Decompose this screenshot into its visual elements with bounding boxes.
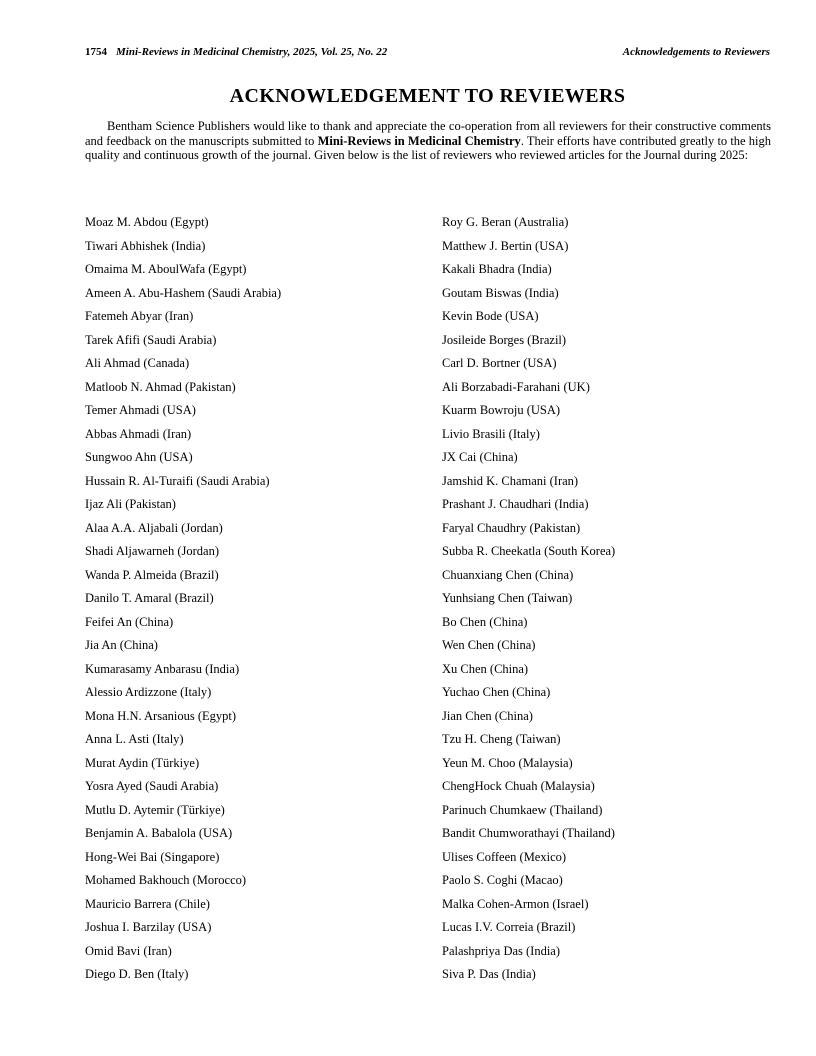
- running-head: [85, 46, 770, 58]
- reviewer-list-item: Malka Cohen-Armon (Israel): [442, 896, 589, 911]
- journal-citation: Mini-Reviews in Medicinal Chemistry, 2025, Vol. 25, No. 22: [116, 46, 388, 58]
- reviewer-list-item: ChengHock Chuah (Malaysia): [442, 779, 595, 793]
- reviewer-list-item: Temer Ahmadi (USA): [85, 403, 196, 417]
- reviewer-list-item: Lucas I.V. Correia (Brazil): [442, 920, 576, 934]
- reviewer-list-item: Matloob N. Ahmad (Pakistan): [85, 379, 236, 394]
- reviewer-list-item: Ali Borzabadi-Farahani (UK): [442, 379, 590, 394]
- reviewer-list-item: Tiwari Abhishek (India): [85, 238, 206, 253]
- reviewer-list-item: Murat Aydin (Türkiye): [85, 755, 200, 770]
- reviewer-list-item: Faryal Chaudhry (Pakistan): [442, 520, 581, 535]
- reviewer-list-item: Jamshid K. Chamani (Iran): [442, 473, 579, 488]
- reviewer-list-item: Goutam Biswas (India): [442, 285, 559, 300]
- reviewer-list-item: Joshua I. Barzilay (USA): [85, 920, 212, 934]
- reviewer-list-item: Ulises Coffeen (Mexico): [442, 849, 567, 864]
- reviewer-list-item: Hong-Wei Bai (Singapore): [85, 849, 220, 864]
- reviewer-list-item: Ijaz Ali (Pakistan): [85, 497, 176, 511]
- intro-text-before: Bentham Science Publishers would like to thank and appreciate the co-operation from all reviewers for their constructive comments and feedback on the manuscripts submitted to: [85, 119, 771, 148]
- reviewer-list-item: Prashant J. Chaudhari (India): [442, 497, 589, 511]
- reviewer-list-item: Livio Brasili (Italy): [442, 426, 540, 441]
- reviewer-list-item: Mohamed Bakhouch (Morocco): [85, 873, 247, 887]
- page-number: 1754: [85, 46, 107, 58]
- reviewer-list-item: Jian Chen (China): [442, 708, 533, 723]
- reviewer-list-item: Paolo S. Coghi (Macao): [442, 873, 563, 887]
- reviewer-list-item: Matthew J. Bertin (USA): [442, 238, 569, 253]
- reviewer-list-item: Mutlu D. Aytemir (Türkiye): [85, 802, 225, 817]
- reviewer-list-item: JX Cai (China): [442, 450, 518, 464]
- reviewer-list-item: Danilo T. Amaral (Brazil): [85, 591, 214, 605]
- reviewer-list-item: Chuanxiang Chen (China): [442, 567, 574, 582]
- reviewer-list-item: Anna L. Asti (Italy): [85, 732, 184, 746]
- reviewer-list-item: Hussain R. Al-Turaifi (Saudi Arabia): [85, 473, 270, 488]
- reviewer-list-item: Bo Chen (China): [442, 614, 528, 629]
- reviewer-list-item: Ameen A. Abu-Hashem (Saudi Arabia): [85, 285, 282, 300]
- reviewer-list-item: Benjamin A. Babalola (USA): [85, 826, 233, 840]
- reviewer-list-item: Kakali Bhadra (India): [442, 262, 552, 276]
- reviewer-list-item: Kumarasamy Anbarasu (India): [85, 661, 240, 676]
- reviewer-list-item: Tzu H. Cheng (Taiwan): [442, 732, 561, 746]
- reviewer-list-item: Carl D. Bortner (USA): [442, 356, 557, 370]
- reviewer-list-item: Josileide Borges (Brazil): [442, 332, 567, 347]
- reviewer-list-item: Alessio Ardizzone (Italy): [85, 685, 212, 699]
- reviewer-list-item: Kevin Bode (USA): [442, 309, 539, 323]
- reviewer-list-item: Ali Ahmad (Canada): [85, 356, 190, 370]
- reviewer-list-item: Abbas Ahmadi (Iran): [85, 426, 192, 441]
- reviewer-list-item: Siva P. Das (India): [442, 967, 536, 981]
- reviewer-list-item: Mona H.N. Arsanious (Egypt): [85, 708, 237, 723]
- reviewer-list-item: Wen Chen (China): [442, 638, 536, 652]
- reviewer-list-item: Subba R. Cheekatla (South Korea): [442, 544, 616, 558]
- reviewer-column-right: [442, 215, 771, 991]
- reviewer-list-item: Jia An (China): [85, 638, 158, 652]
- reviewer-list-item: Omid Bavi (Iran): [85, 943, 172, 958]
- reviewer-list-item: Tarek Afifi (Saudi Arabia): [85, 332, 217, 347]
- reviewer-list-item: Wanda P. Almeida (Brazil): [85, 567, 219, 582]
- reviewer-list-item: Sungwoo Ahn (USA): [85, 450, 193, 464]
- reviewer-list-item: Xu Chen (China): [442, 661, 529, 676]
- reviewer-list-item: Fatemeh Abyar (Iran): [85, 309, 194, 323]
- reviewer-list-item: Bandit Chumworathayi (Thailand): [442, 826, 615, 840]
- journal-name-bold: Mini-Reviews in Medicinal Chemistry: [317, 133, 521, 148]
- reviewer-list-item: Omaima M. AboulWafa (Egypt): [85, 262, 247, 276]
- reviewer-list-item: Roy G. Beran (Australia): [442, 215, 569, 229]
- reviewer-list-item: Yosra Ayed (Saudi Arabia): [85, 779, 219, 793]
- intro-paragraph: [85, 119, 771, 163]
- reviewer-list: [85, 215, 771, 991]
- reviewer-list-item: Parinuch Chumkaew (Thailand): [442, 802, 603, 817]
- reviewer-list-item: Moaz M. Abdou (Egypt): [85, 215, 209, 229]
- reviewer-list-item: Shadi Aljawarneh (Jordan): [85, 544, 219, 558]
- reviewer-list-item: Yeun M. Choo (Malaysia): [442, 755, 573, 770]
- running-head-left: [85, 46, 387, 58]
- reviewer-list-item: Yunhsiang Chen (Taiwan): [442, 591, 573, 605]
- reviewer-list-item: Palashpriya Das (India): [442, 943, 561, 958]
- reviewer-list-item: Kuarm Bowroju (USA): [442, 403, 561, 417]
- running-title: Acknowledgements to Reviewers: [622, 46, 770, 58]
- reviewer-list-item: Diego D. Ben (Italy): [85, 967, 189, 981]
- intro-text-after: . Their efforts have contributed greatly to the high quality and continuous growth of the journal. Given below is the list of reviewers who reviewed articles for the Journal during 2025:: [85, 133, 771, 163]
- reviewer-list-item: Mauricio Barrera (Chile): [85, 896, 210, 911]
- reviewer-column-left: [85, 215, 442, 991]
- reviewer-list-item: Alaa A.A. Aljabali (Jordan): [85, 520, 223, 535]
- reviewer-list-item: Yuchao Chen (China): [442, 685, 551, 699]
- page-title: ACKNOWLEDGEMENT TO REVIEWERS: [229, 85, 626, 107]
- reviewer-list-item: Feifei An (China): [85, 614, 174, 629]
